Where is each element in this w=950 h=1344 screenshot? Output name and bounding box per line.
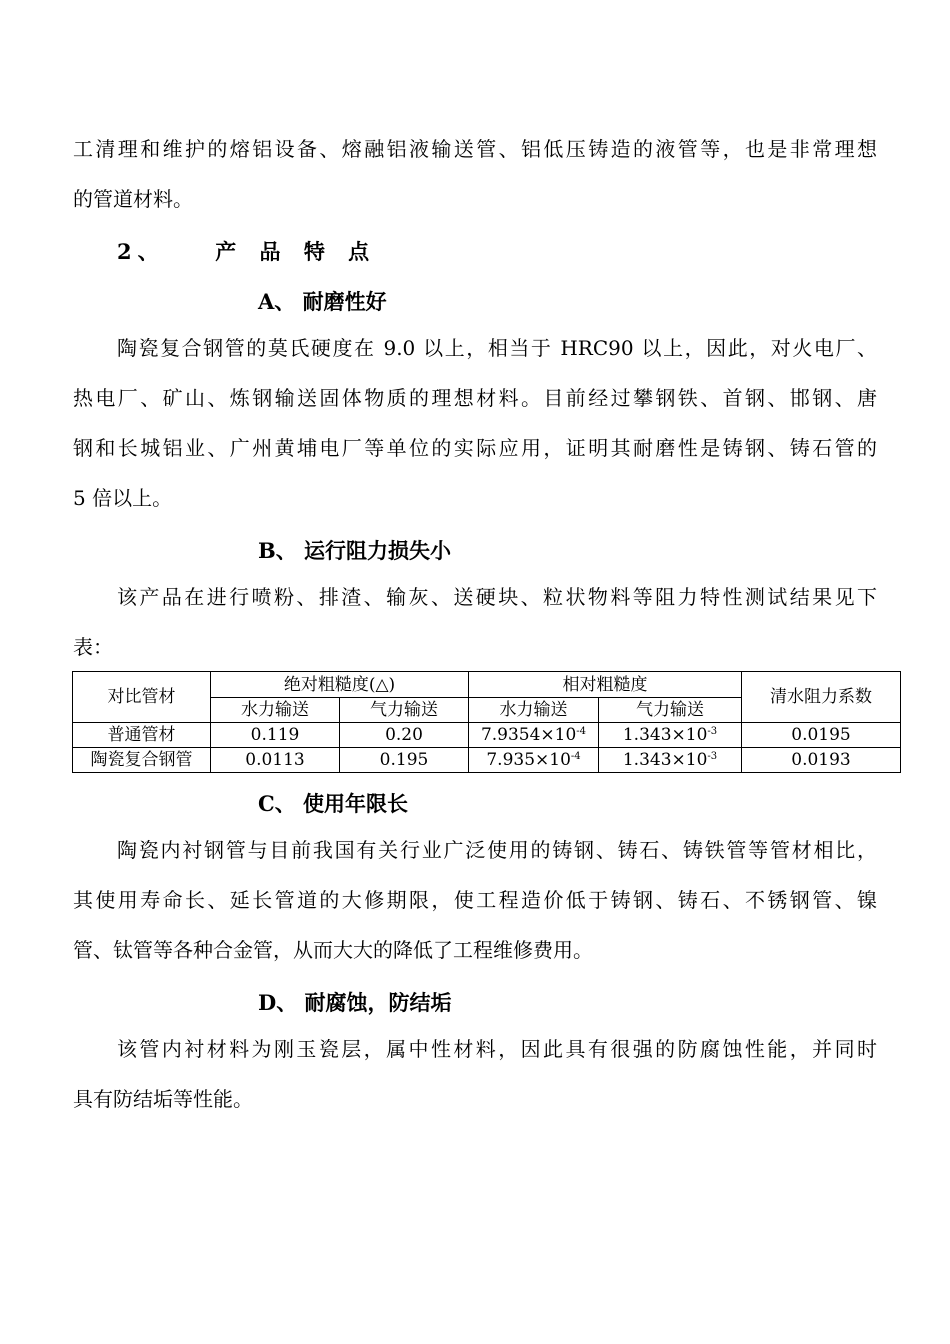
intro-line-2: 的管道材料。	[73, 187, 193, 211]
row-rel-pneumatic	[599, 748, 742, 773]
feature-b-heading: B、 运行阻力损失小	[258, 538, 452, 563]
feature-c-heading: C、 使用年限长	[258, 791, 409, 816]
header-material: 对比管材	[73, 672, 211, 723]
section-title: 产 品 特 点	[215, 239, 378, 264]
feature-d-line-2: 具有防结垢等性能。	[73, 1087, 253, 1111]
feature-a-line-2: 热电厂、矿山、炼钢输送固体物质的理想材料。目前经过攀钢铁、首钢、邯钢、唐	[73, 386, 877, 410]
header-relative-roughness: 相对粗糙度	[469, 672, 742, 698]
rel-hydraulic-exponent: -4	[570, 751, 581, 762]
feature-a-line-4: 5 倍以上。	[73, 486, 173, 510]
feature-a-line-1: 陶瓷复合钢管的莫氏硬度在 9.0 以上，相当于 HRC90 以上，因此，对火电厂、	[117, 336, 877, 360]
row-material: 普通管材	[73, 723, 211, 748]
rel-pneumatic-base: 1.343×10	[622, 750, 708, 770]
row-coefficient: 0.0195	[742, 723, 901, 748]
subheader-rel-pneumatic: 气力输送	[599, 698, 742, 723]
row-rel-pneumatic	[599, 723, 742, 748]
subheader-rel-hydraulic: 水力输送	[469, 698, 599, 723]
rel-hydraulic-base: 7.9354×10	[480, 725, 577, 745]
rel-hydraulic-base: 7.935×10	[486, 750, 571, 770]
feature-c-line-3: 管、钛管等各种合金管，从而大大的降低了工程维修费用。	[73, 938, 593, 962]
row-rel-hydraulic	[469, 748, 599, 773]
feature-c-line-2: 其使用寿命长、延长管道的大修期限，使工程造价低于铸钢、铸石、不锈钢管、镍	[73, 888, 877, 912]
header-absolute-roughness: 绝对粗糙度(△)	[211, 672, 469, 698]
row-abs-pneumatic: 0.20	[340, 723, 469, 748]
rel-pneumatic-exponent: -3	[707, 726, 718, 737]
row-abs-pneumatic: 0.195	[340, 748, 469, 773]
table-header-row	[73, 672, 901, 698]
section-heading	[117, 236, 377, 266]
rel-pneumatic-exponent: -3	[707, 751, 718, 762]
feature-a-heading: A、 耐磨性好	[258, 289, 387, 314]
feature-a-line-3: 钢和长城铝业、广州黄埔电厂等单位的实际应用，证明其耐磨性是铸钢、铸石管的	[73, 436, 877, 460]
row-rel-hydraulic	[469, 723, 599, 748]
table-row	[73, 723, 901, 748]
rel-pneumatic-base: 1.343×10	[622, 725, 708, 745]
intro-line-1: 工清理和维护的熔铝设备、熔融铝液输送管、铝低压铸造的液管等，也是非常理想	[73, 137, 877, 161]
header-resistance-coefficient: 清水阻力系数	[742, 672, 901, 723]
subheader-abs-pneumatic: 气力输送	[340, 698, 469, 723]
section-number: 2、	[117, 239, 165, 264]
feature-b-line-2: 表：	[73, 635, 113, 659]
feature-d-line-1: 该管内衬材料为刚玉瓷层，属中性材料，因此具有很强的防腐蚀性能，并同时	[117, 1037, 877, 1061]
row-coefficient: 0.0193	[742, 748, 901, 773]
row-material: 陶瓷复合钢管	[73, 748, 211, 773]
resistance-table	[72, 671, 901, 773]
row-abs-hydraulic: 0.119	[211, 723, 340, 748]
table-row	[73, 748, 901, 773]
feature-c-line-1: 陶瓷内衬钢管与目前我国有关行业广泛使用的铸钢、铸石、铸铁管等管材相比，	[117, 838, 877, 862]
rel-hydraulic-exponent: -4	[576, 726, 587, 737]
feature-b-line-1: 该产品在进行喷粉、排渣、输灰、送硬块、粒状物料等阻力特性测试结果见下	[117, 585, 877, 609]
subheader-abs-hydraulic: 水力输送	[211, 698, 340, 723]
row-abs-hydraulic: 0.0113	[211, 748, 340, 773]
feature-d-heading: D、 耐腐蚀，防结垢	[258, 990, 452, 1015]
